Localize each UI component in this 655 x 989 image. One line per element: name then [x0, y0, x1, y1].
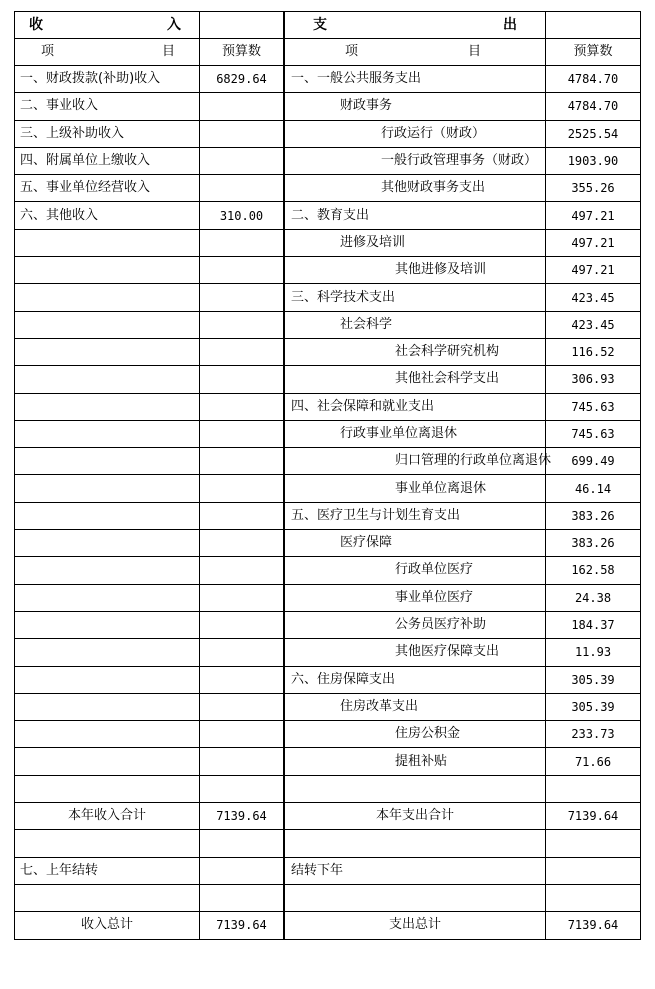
- expense-value-cell: 745.63: [546, 393, 641, 420]
- expense-item-cell: 住房公积金: [285, 721, 546, 748]
- income-item-cell: [15, 284, 200, 311]
- income-value-cell: [200, 721, 284, 748]
- income-value-cell: [200, 311, 284, 338]
- table-row: [15, 557, 641, 584]
- expense-item-cell: 结转下年: [285, 857, 546, 884]
- table-row: [15, 284, 641, 311]
- income-value-cell: [200, 175, 284, 202]
- expense-item-cell: 一、一般公共服务支出: [285, 66, 546, 93]
- income-item-cell: [15, 448, 200, 475]
- expense-item-cell: 公务员医疗补助: [285, 611, 546, 638]
- income-value-cell: [200, 502, 284, 529]
- expense-header: [285, 12, 546, 39]
- income-value-cell: [200, 366, 284, 393]
- expense-item-cell: 事业单位离退休: [285, 475, 546, 502]
- expense-item-cell: 财政事务: [285, 93, 546, 120]
- income-item-cell: 本年收入合计: [15, 803, 200, 830]
- expense-value-cell: 497.21: [546, 229, 641, 256]
- income-value-cell: [200, 584, 284, 611]
- income-item-cell: [15, 639, 200, 666]
- income-header-right: 入: [167, 17, 181, 33]
- expense-value-cell: 11.93: [546, 639, 641, 666]
- expense-item-cell: 其他社会科学支出: [285, 366, 546, 393]
- income-item-cell: [15, 775, 200, 802]
- expense-item-cell: 一般行政管理事务（财政）: [285, 147, 546, 174]
- income-value-cell: [200, 147, 284, 174]
- expense-item-cell: 本年支出合计: [285, 803, 546, 830]
- income-header-blank: [200, 12, 284, 39]
- expense-item-cell: [285, 884, 546, 911]
- expense-value-cell: 423.45: [546, 311, 641, 338]
- table-row: [15, 639, 641, 666]
- expense-item-cell: 支出总计: [285, 912, 546, 939]
- income-item-cell: [15, 229, 200, 256]
- table-row: [15, 721, 641, 748]
- income-item-cell: [15, 666, 200, 693]
- expense-value-cell: 306.93: [546, 366, 641, 393]
- expense-item-cell: 社会科学研究机构: [285, 338, 546, 365]
- income-value-cell: [200, 611, 284, 638]
- expense-value-cell: 162.58: [546, 557, 641, 584]
- income-value-cell: [200, 693, 284, 720]
- income-value-cell: [200, 557, 284, 584]
- income-item-cell: [15, 584, 200, 611]
- income-header-left: 收: [29, 17, 43, 33]
- income-value-cell: [200, 448, 284, 475]
- table-row: [15, 857, 641, 884]
- table-row: [15, 502, 641, 529]
- income-budget-header: 预算数: [200, 39, 284, 66]
- income-value-cell: [200, 775, 284, 802]
- expense-value-cell: 46.14: [546, 475, 641, 502]
- expense-value-cell: 383.26: [546, 502, 641, 529]
- income-value-cell: 7139.64: [200, 803, 284, 830]
- table-row: [15, 66, 641, 93]
- expense-item-cell: 六、住房保障支出: [285, 666, 546, 693]
- expense-value-cell: [546, 884, 641, 911]
- expense-value-cell: 497.21: [546, 257, 641, 284]
- expense-item-cell: 提租补贴: [285, 748, 546, 775]
- expense-header-right: 出: [503, 17, 517, 33]
- income-item-cell: 收入总计: [15, 912, 200, 939]
- income-value-cell: 7139.64: [200, 912, 284, 939]
- income-item-cell: 七、上年结转: [15, 857, 200, 884]
- expense-item-cell: 二、教育支出: [285, 202, 546, 229]
- income-value-cell: [200, 639, 284, 666]
- income-item-cell: [15, 393, 200, 420]
- income-item-cell: [15, 611, 200, 638]
- income-item-header-right: 目: [161, 44, 175, 59]
- income-item-cell: [15, 748, 200, 775]
- income-item-cell: [15, 830, 200, 857]
- income-item-cell: [15, 530, 200, 557]
- expense-item-cell: [285, 830, 546, 857]
- income-item-cell: [15, 884, 200, 911]
- table-row: [15, 338, 641, 365]
- expense-header-blank: [546, 12, 641, 39]
- income-item-cell: [15, 257, 200, 284]
- income-value-cell: [200, 93, 284, 120]
- title-row: [15, 12, 641, 39]
- table-row: [15, 257, 641, 284]
- income-value-cell: 310.00: [200, 202, 284, 229]
- income-value-cell: [200, 338, 284, 365]
- expense-value-cell: [546, 775, 641, 802]
- table-row: [15, 830, 641, 857]
- income-value-cell: [200, 420, 284, 447]
- income-value-cell: [200, 229, 284, 256]
- income-item-cell: 一、财政拨款(补助)收入: [15, 66, 200, 93]
- expense-header-left: 支: [313, 17, 327, 33]
- table-row: [15, 229, 641, 256]
- income-item-cell: [15, 693, 200, 720]
- expense-item-cell: 进修及培训: [285, 229, 546, 256]
- expense-budget-header: 预算数: [546, 39, 641, 66]
- income-item-cell: [15, 311, 200, 338]
- table-row: [15, 448, 641, 475]
- table-row: [15, 693, 641, 720]
- expense-value-cell: 305.39: [546, 666, 641, 693]
- expense-item-cell: 事业单位医疗: [285, 584, 546, 611]
- expense-item-cell: 行政事业单位离退休: [285, 420, 546, 447]
- expense-item-cell: 五、医疗卫生与计划生育支出: [285, 502, 546, 529]
- table-row: [15, 803, 641, 830]
- table-row: [15, 311, 641, 338]
- expense-item-cell: 归口管理的行政单位离退休: [285, 448, 546, 475]
- table-row: [15, 175, 641, 202]
- table-row: [15, 611, 641, 638]
- income-value-cell: [200, 530, 284, 557]
- income-item-cell: 二、事业收入: [15, 93, 200, 120]
- income-item-cell: [15, 338, 200, 365]
- table-row: [15, 366, 641, 393]
- income-value-cell: [200, 257, 284, 284]
- expense-item-cell: 四、社会保障和就业支出: [285, 393, 546, 420]
- income-item-cell: [15, 420, 200, 447]
- table-row: [15, 93, 641, 120]
- table-row: [15, 530, 641, 557]
- expense-item-cell: 社会科学: [285, 311, 546, 338]
- income-value-cell: 6829.64: [200, 66, 284, 93]
- expense-item-cell: 行政单位医疗: [285, 557, 546, 584]
- table-row: [15, 147, 641, 174]
- expense-item-cell: 行政运行（财政）: [285, 120, 546, 147]
- table-row: [15, 748, 641, 775]
- income-item-cell: [15, 721, 200, 748]
- income-item-cell: 五、事业单位经营收入: [15, 175, 200, 202]
- income-item-cell: [15, 557, 200, 584]
- income-item-header-left: 项: [41, 44, 55, 59]
- expense-value-cell: 71.66: [546, 748, 641, 775]
- expense-value-cell: 2525.54: [546, 120, 641, 147]
- expense-value-cell: 423.45: [546, 284, 641, 311]
- income-value-cell: [200, 884, 284, 911]
- expense-value-cell: 305.39: [546, 693, 641, 720]
- expense-item-cell: [285, 775, 546, 802]
- income-value-cell: [200, 748, 284, 775]
- expense-value-cell: 383.26: [546, 530, 641, 557]
- table-row: [15, 584, 641, 611]
- expense-item-header-right: 目: [467, 44, 481, 59]
- expense-value-cell: 1903.90: [546, 147, 641, 174]
- expense-item-cell: 医疗保障: [285, 530, 546, 557]
- expense-item-header-left: 项: [345, 44, 359, 59]
- table-row: [15, 202, 641, 229]
- income-value-cell: [200, 666, 284, 693]
- income-item-cell: [15, 502, 200, 529]
- income-item-cell: 三、上级补助收入: [15, 120, 200, 147]
- expense-value-cell: 116.52: [546, 338, 641, 365]
- expense-value-cell: [546, 857, 641, 884]
- expense-value-cell: 24.38: [546, 584, 641, 611]
- expense-item-cell: 其他财政事务支出: [285, 175, 546, 202]
- expense-value-cell: 233.73: [546, 721, 641, 748]
- column-header-row: [15, 39, 641, 66]
- income-item-cell: [15, 366, 200, 393]
- expense-item-cell: 住房改革支出: [285, 693, 546, 720]
- expense-value-cell: 355.26: [546, 175, 641, 202]
- expense-value-cell: 4784.70: [546, 93, 641, 120]
- expense-item-cell: 其他进修及培训: [285, 257, 546, 284]
- expense-value-cell: 184.37: [546, 611, 641, 638]
- table-row: [15, 884, 641, 911]
- table-row: [15, 420, 641, 447]
- table-row: [15, 475, 641, 502]
- expense-value-cell: 4784.70: [546, 66, 641, 93]
- expense-item-cell: 三、科学技术支出: [285, 284, 546, 311]
- income-value-cell: [200, 284, 284, 311]
- income-value-cell: [200, 120, 284, 147]
- table-row: [15, 912, 641, 939]
- income-value-cell: [200, 475, 284, 502]
- table-row: [15, 393, 641, 420]
- table-row: [15, 775, 641, 802]
- income-item-cell: 六、其他收入: [15, 202, 200, 229]
- income-item-header: [15, 39, 200, 66]
- income-value-cell: [200, 857, 284, 884]
- table-row: [15, 666, 641, 693]
- income-item-cell: 四、附属单位上缴收入: [15, 147, 200, 174]
- expense-value-cell: 745.63: [546, 420, 641, 447]
- expense-value-cell: [546, 830, 641, 857]
- expense-value-cell: 497.21: [546, 202, 641, 229]
- income-header: [15, 12, 200, 39]
- budget-table: [14, 11, 641, 940]
- income-value-cell: [200, 393, 284, 420]
- expense-value-cell: 7139.64: [546, 912, 641, 939]
- expense-item-cell: 其他医疗保障支出: [285, 639, 546, 666]
- income-item-cell: [15, 475, 200, 502]
- expense-value-cell: 699.49: [546, 448, 641, 475]
- income-value-cell: [200, 830, 284, 857]
- expense-item-header: [285, 39, 546, 66]
- table-row: [15, 120, 641, 147]
- expense-value-cell: 7139.64: [546, 803, 641, 830]
